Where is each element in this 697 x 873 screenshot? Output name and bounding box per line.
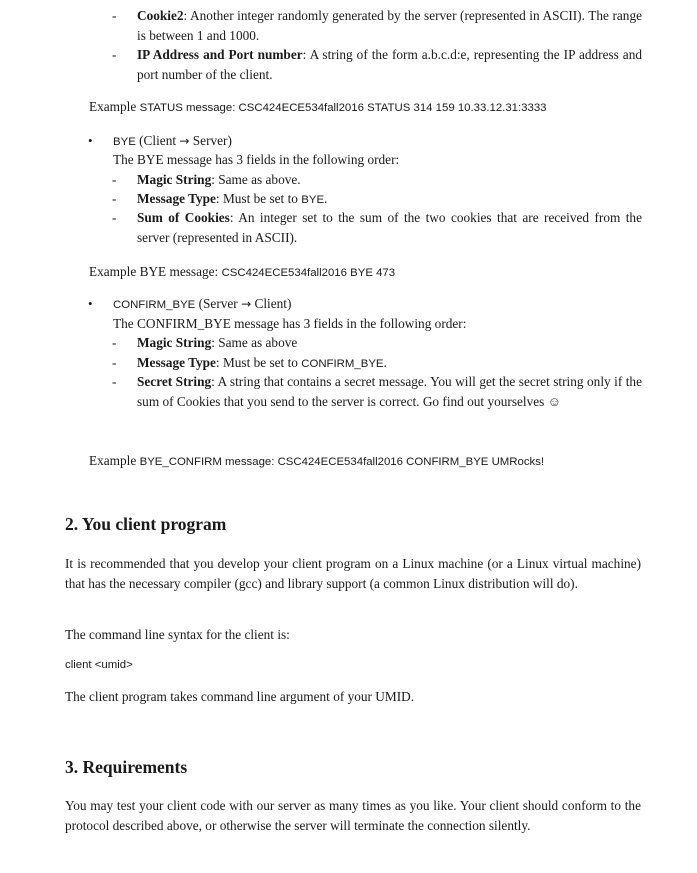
direction-text: (Server [195,296,242,311]
section-3-para-1: You may test your client code with our server as many times as you like. Your client should conform to the protocol described above, or otherwise the server will terminate the connection silently. [65,798,641,833]
direction-text: (Client [135,133,180,148]
field-code: CONFIRM_BYE [301,358,384,370]
bullet-marker: • [88,133,93,148]
dash-marker: - [112,210,117,225]
confirm-bye-example [89,451,649,473]
section-2-para-3: The client program takes command line argument of your UMID. [65,689,415,704]
list-item-cookie2 [112,6,642,45]
example-code: STATUS message: CSC424ECE534fall2016 STATUS 314 159 10.33.12.31:3333 [139,102,547,114]
confirm-bye-heading [113,294,643,316]
dash-marker: - [112,8,117,23]
example-code: CSC424ECE534fall2016 BYE 473 [221,267,396,279]
status-example [89,97,649,119]
confirm-bye-intro: The CONFIRM_BYE message has 3 fields in the following order: [113,316,467,331]
section-2-para-1: It is recommended that you develop your client program on a Linux machine (or a Linux virtual machine) that has the necessary compiler (gcc) and library support (a common Linux distribution will do). [65,556,641,591]
field-text: : Another integer randomly generated by the server (represented in ASCII). The range is between 1 and 1000. [137,8,642,43]
list-item-magic-string [112,333,642,353]
command-syntax: client <umid> [65,659,133,671]
list-item-magic-string [112,170,642,190]
field-label: Magic String [137,335,212,350]
dash-marker: - [112,374,117,389]
field-text: : A string that contains a secret message. You will get the secret string only if the sum of Cookies that you send to the server is correct. Go find out yourselves ☺ [137,374,642,409]
dash-marker: - [112,335,117,350]
field-label: Cookie2 [137,8,184,23]
direction-text: Client) [251,296,292,311]
dash-marker: - [112,47,117,62]
bullet-marker: • [88,296,93,311]
field-label: Message Type [137,191,216,206]
field-label: Magic String [137,172,212,187]
message-name: CONFIRM_BYE [113,299,196,311]
bye-example [89,262,649,284]
example-prefix: Example [89,453,140,468]
example-prefix: Example BYE message: [89,264,222,279]
field-label: IP Address and Port number [137,47,303,62]
section-2-title: 2. You client program [65,514,227,534]
list-item-ip-port [112,45,642,84]
list-item-sum-cookies [112,208,642,247]
section-3-title: 3. Requirements [65,757,188,777]
field-text: : An integer set to the sum of the two cookies that are received from the server (represented in ASCII). [137,210,642,245]
section-2-para-2: The command line syntax for the client is: [65,627,290,642]
bye-intro: The BYE message has 3 fields in the following order: [113,152,400,167]
field-text: : A string of the form a.b.c.d:e, representing the IP address and port number of the client. [137,47,642,82]
dash-marker: - [112,191,117,206]
list-item-secret-string [112,372,642,411]
field-text: : Must be set to [215,191,302,206]
field-label: Sum of Cookies [137,210,230,225]
field-text: : Same as above. [211,172,301,187]
field-end: . [324,191,328,206]
field-code: BYE [301,194,325,206]
arrow-right-icon: → [179,134,190,148]
dash-marker: - [112,172,117,187]
field-label: Message Type [137,355,216,370]
field-text: : Same as above [211,335,298,350]
example-code: BYE_CONFIRM message: CSC424ECE534fall2016 CONFIRM_BYE UMRocks! [139,456,545,468]
field-label: Secret String [137,374,212,389]
message-name: BYE [113,136,136,148]
field-text: : Must be set to [215,355,302,370]
example-prefix: Example [89,99,140,114]
direction-text: Server) [189,133,232,148]
field-end: . [383,355,387,370]
dash-marker: - [112,355,117,370]
arrow-right-icon: → [241,297,252,311]
